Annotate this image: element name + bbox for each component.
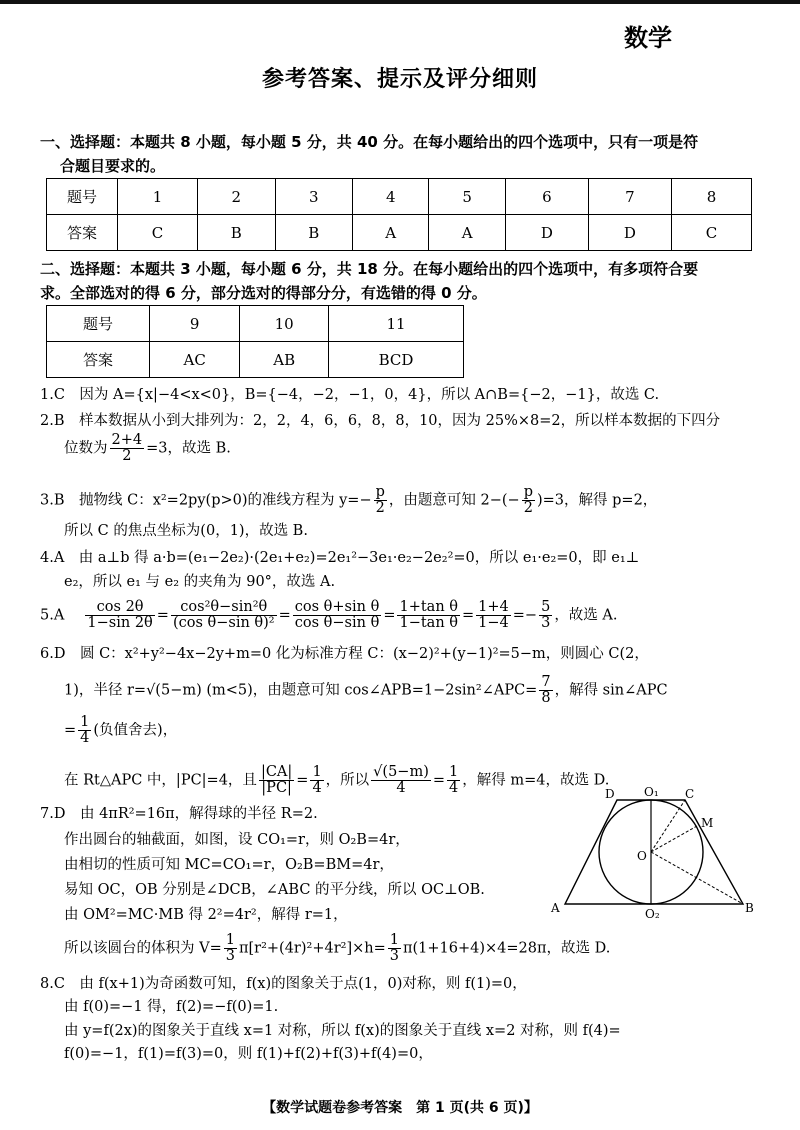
table-header-cell: 答案 [47,342,150,378]
solution-2-line2: 位数为 $\frac{2+4}{2}$ =3，故选 B. [64,432,231,464]
page-title: 参考答案、提示及评分细则 [261,67,538,92]
section1-heading: 一、选择题：本题共 8 小题，每小题 5 分，共 40 分。在每小题给出的四个选项中，只有一项是符 合题目要求的。 [40,133,699,175]
solution-7-line3: 由相切的性质可知 MC=CO₁=r，O₂B=BM=4r， [64,857,394,873]
solution-1: 1.C 因为 A={x|−4<x<0}，B={−4，−2，−1，0，4}，所以 A∩B={−2，−1}，故选 C. [40,387,660,403]
page-footer: 【数学试题卷参考答案 第 1 页(共 6 页)】 [262,1100,538,1116]
label-o2: O₂ [645,907,660,921]
label-a: A [551,901,560,915]
table-cell: B [275,215,353,251]
solution-6-line4: 在 Rt△APC 中，|PC|=4，且 $\frac{|CA|}{|PC|}$ = $\frac{1}{4}$ ，所以 $\frac{√(5-m)}{4}$ = $\frac{1}{4}$ ，解得 m=4，故选 D. [64,764,610,796]
table-row [47,179,752,215]
table-cell: AC [150,342,240,378]
solution-7-line5: 由 OM²=MC·MB 得 2²=4r²，解得 r=1， [64,907,348,923]
segment-om [651,826,697,852]
table-cell: B [198,215,276,251]
solution-8-line4: f(0)=−1，f(1)=f(3)=0，则 f(1)+f(2)+f(3)+f(4)=0， [64,1046,433,1062]
solution-8-line2: 由 f(0)=−1 得，f(2)=−f(0)=1. [64,999,279,1015]
table-row [47,342,464,378]
trapezoid-outline [565,800,743,904]
top-rule [0,0,800,4]
table-cell: A [429,215,505,251]
table-cell: BCD [329,342,464,378]
solution-3-line2: 所以 C 的焦点坐标为(0，1)，故选 B. [64,523,308,539]
label-o1: O₁ [644,785,659,799]
label-o: O [637,849,647,863]
solution-8-line3: 由 y=f(2x)的图象关于直线 x=1 对称，所以 f(x)的图象关于直线 x=2 对称，则 f(4)= [64,1023,621,1039]
table-cell: 7 [588,179,671,215]
table-header-cell: 题号 [47,306,150,342]
solution-7-line6: 所以该圆台的体积为 V= $\frac{1}{3}$ π[r²+(4r)²+4r²]×h= $\frac{1}{3}$ π(1+16+4)×4=28π，故选 D. [64,932,611,964]
label-d: D [605,787,615,801]
table-cell: 5 [429,179,505,215]
table-cell: 10 [240,306,329,342]
solution-7-line1: 7.D 由 4πR²=16π，解得球的半径 R=2. [40,806,318,822]
section2-heading: 二、选择题：本题共 3 小题，每小题 6 分，共 18 分。在每小题给出的四个选项中，有多项符合要 求。全部选对的得 6 分，部分选对的得部分分，有选错的得 0 分。 [40,260,699,302]
frustum-figure [545,782,760,922]
table-cell: 1 [118,179,198,215]
table-row [47,306,464,342]
table-cell: C [671,215,751,251]
section2-answer-table [46,305,464,378]
solution-4-line2: e₂，所以 e₁ 与 e₂ 的夹角为 90°，故选 A. [64,574,336,590]
table-header-cell: 答案 [47,215,118,251]
table-cell: A [353,215,429,251]
table-cell: AB [240,342,329,378]
table-cell: 6 [505,179,588,215]
label-c: C [685,787,695,801]
table-cell: 11 [329,306,464,342]
table-cell: D [505,215,588,251]
segment-oc [651,800,685,852]
solution-7-line2: 作出圆台的轴截面，如图，设 CO₁=r，则 O₂B=4r， [64,832,410,848]
table-cell: C [118,215,198,251]
solution-4-line1: 4.A 由 a⊥b 得 a·b=(e₁−2e₂)·(2e₁+e₂)=2e₁²−3e₁·e₂−2e₂²=0，所以 e₁·e₂=0，即 e₁⊥ [40,550,640,566]
table-cell: 3 [275,179,353,215]
solution-5: 5.A $\frac{\cos 2\theta}{1-\sin 2\theta}$ = $\frac{\text{cos²θ−sin²θ}}{\text{(cos θ−sin θ)²}}$ = $\frac{\text{cos θ+sin θ}}{\text{cos θ−sin θ}}$ = $\frac{\text{1+tan θ}}{\text{1−tan θ}}$ = $\frac{1+4}{1-4}$ =− $\frac{5}{3}$ ，故选 A. [40,599,618,631]
subject-label: 数学 [624,24,672,52]
section1-answer-table [46,178,752,251]
table-cell: 2 [198,179,276,215]
solution-6-line1: 6.D 圆 C：x²+y²−4x−2y+m=0 化为标准方程 C：(x−2)²+(y−1)²=5−m，则圆心 C(2， [40,646,649,662]
solution-6-line2: 1)，半径 r=√(5−m) (m<5)，由题意可知 cos∠APB=1−2sin²∠APC= $\frac{7}{8}$ ，解得 sin∠APC [64,674,668,706]
label-b: B [745,901,754,915]
table-cell: 4 [353,179,429,215]
label-m: M [701,816,714,830]
solution-2-line1: 2.B 样本数据从小到大排列为：2，2，4，6，6，8，8，10，因为 25%×8=2，所以样本数据的下四分 [40,413,721,429]
table-cell: 9 [150,306,240,342]
solution-7-line4: 易知 OC，OB 分别是∠DCB，∠ABC 的平分线，所以 OC⊥OB. [64,882,485,898]
solution-6-line3: = $\frac{1}{4}$ (负值舍去)， [64,714,178,746]
solution-8-line1: 8.C 由 f(x+1)为奇函数可知，f(x)的图象关于点(1，0)对称，则 f(1)=0， [40,976,527,992]
solution-3-line1: 3.B 抛物线 C：x²=2py(p>0)的准线方程为 y=− $\frac{p}{2}$ ，由题意可知 2−(− $\frac{p}{2}$ )=3，解得 p=2， [40,484,658,516]
table-cell: 8 [671,179,751,215]
table-row [47,215,752,251]
table-cell: D [588,215,671,251]
table-header-cell: 题号 [47,179,118,215]
